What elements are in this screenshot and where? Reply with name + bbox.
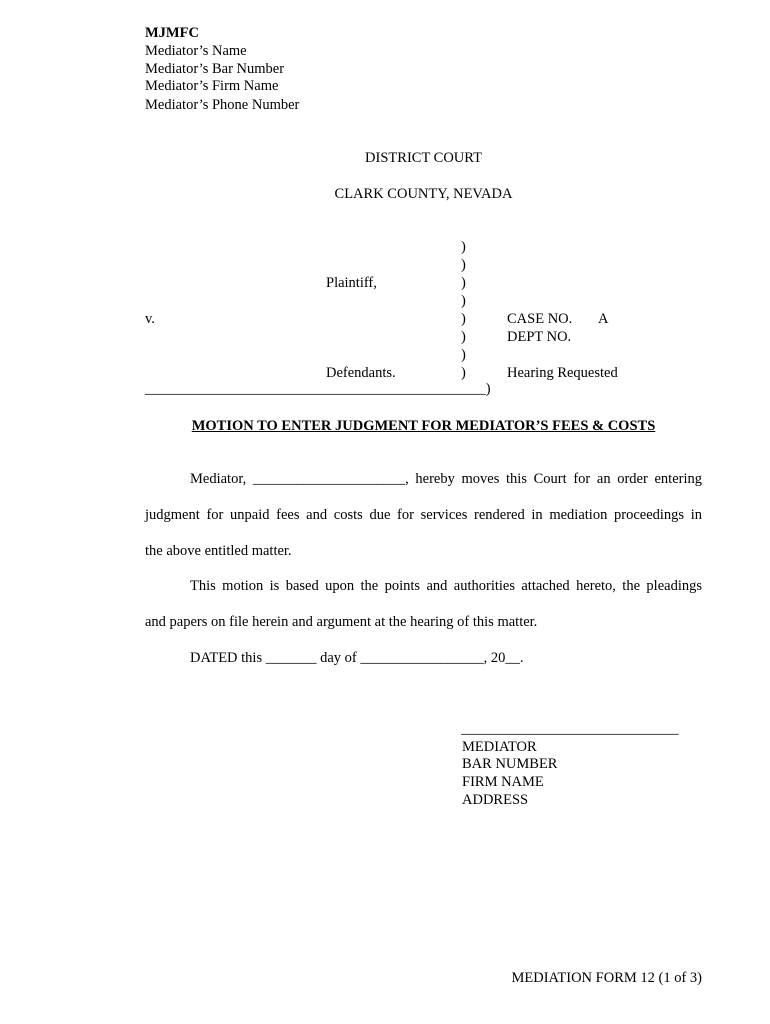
caption-paren: ) bbox=[461, 239, 466, 255]
body-p1-line1: Mediator, _____________________, hereby moves this Court for an order entering bbox=[190, 471, 702, 487]
body-p2-line1: This motion is based upon the points and authorities attached hereto, the pleadings bbox=[190, 578, 702, 594]
mediator-phone-line: Mediator’s Phone Number bbox=[145, 97, 300, 113]
case-no-label: CASE NO. bbox=[507, 311, 573, 327]
case-no-value: A bbox=[598, 311, 609, 327]
caption-paren: ) bbox=[461, 329, 466, 345]
court-county: CLARK COUNTY, NEVADA bbox=[334, 186, 513, 202]
page-footer: MEDIATION FORM 12 (1 of 3) bbox=[511, 970, 702, 986]
court-name: DISTRICT COURT bbox=[365, 150, 482, 166]
versus-label: v. bbox=[145, 311, 155, 327]
plaintiff-label: Plaintiff, bbox=[326, 275, 377, 291]
caption-paren: ) bbox=[461, 365, 466, 381]
caption-bottom-line: _______________________________________________) bbox=[145, 381, 491, 397]
caption-paren: ) bbox=[461, 311, 466, 327]
mediator-firm-line: Mediator’s Firm Name bbox=[145, 78, 279, 94]
body-p2-line2: and papers on file herein and argument at the hearing of this matter. bbox=[145, 614, 538, 630]
mediator-bar-line: Mediator’s Bar Number bbox=[145, 61, 285, 77]
signature-firm-name: FIRM NAME bbox=[462, 774, 544, 790]
signature-address: ADDRESS bbox=[462, 792, 529, 808]
caption-paren: ) bbox=[461, 347, 466, 363]
motion-title: MOTION TO ENTER JUDGMENT FOR MEDIATOR’S FEES & COSTS bbox=[191, 418, 656, 434]
body-p1-line2: judgment for unpaid fees and costs due for services rendered in mediation proceedings in bbox=[145, 507, 702, 523]
signature-mediator: MEDIATOR bbox=[462, 739, 537, 755]
signature-bar-number: BAR NUMBER bbox=[462, 756, 558, 772]
signature-line: ______________________________ bbox=[461, 721, 679, 737]
dept-no-label: DEPT NO. bbox=[507, 329, 572, 345]
mediator-name-line: Mediator’s Name bbox=[145, 43, 247, 59]
body-p1-line3: the above entitled matter. bbox=[145, 543, 292, 559]
caption-paren: ) bbox=[461, 257, 466, 273]
caption-paren: ) bbox=[461, 293, 466, 309]
dated-line: DATED this _______ day of _________________, 20__. bbox=[190, 650, 524, 666]
header-org: MJMFC bbox=[145, 25, 199, 41]
hearing-requested: Hearing Requested bbox=[507, 365, 618, 381]
caption-paren: ) bbox=[461, 275, 466, 291]
defendants-label: Defendants. bbox=[326, 365, 396, 381]
